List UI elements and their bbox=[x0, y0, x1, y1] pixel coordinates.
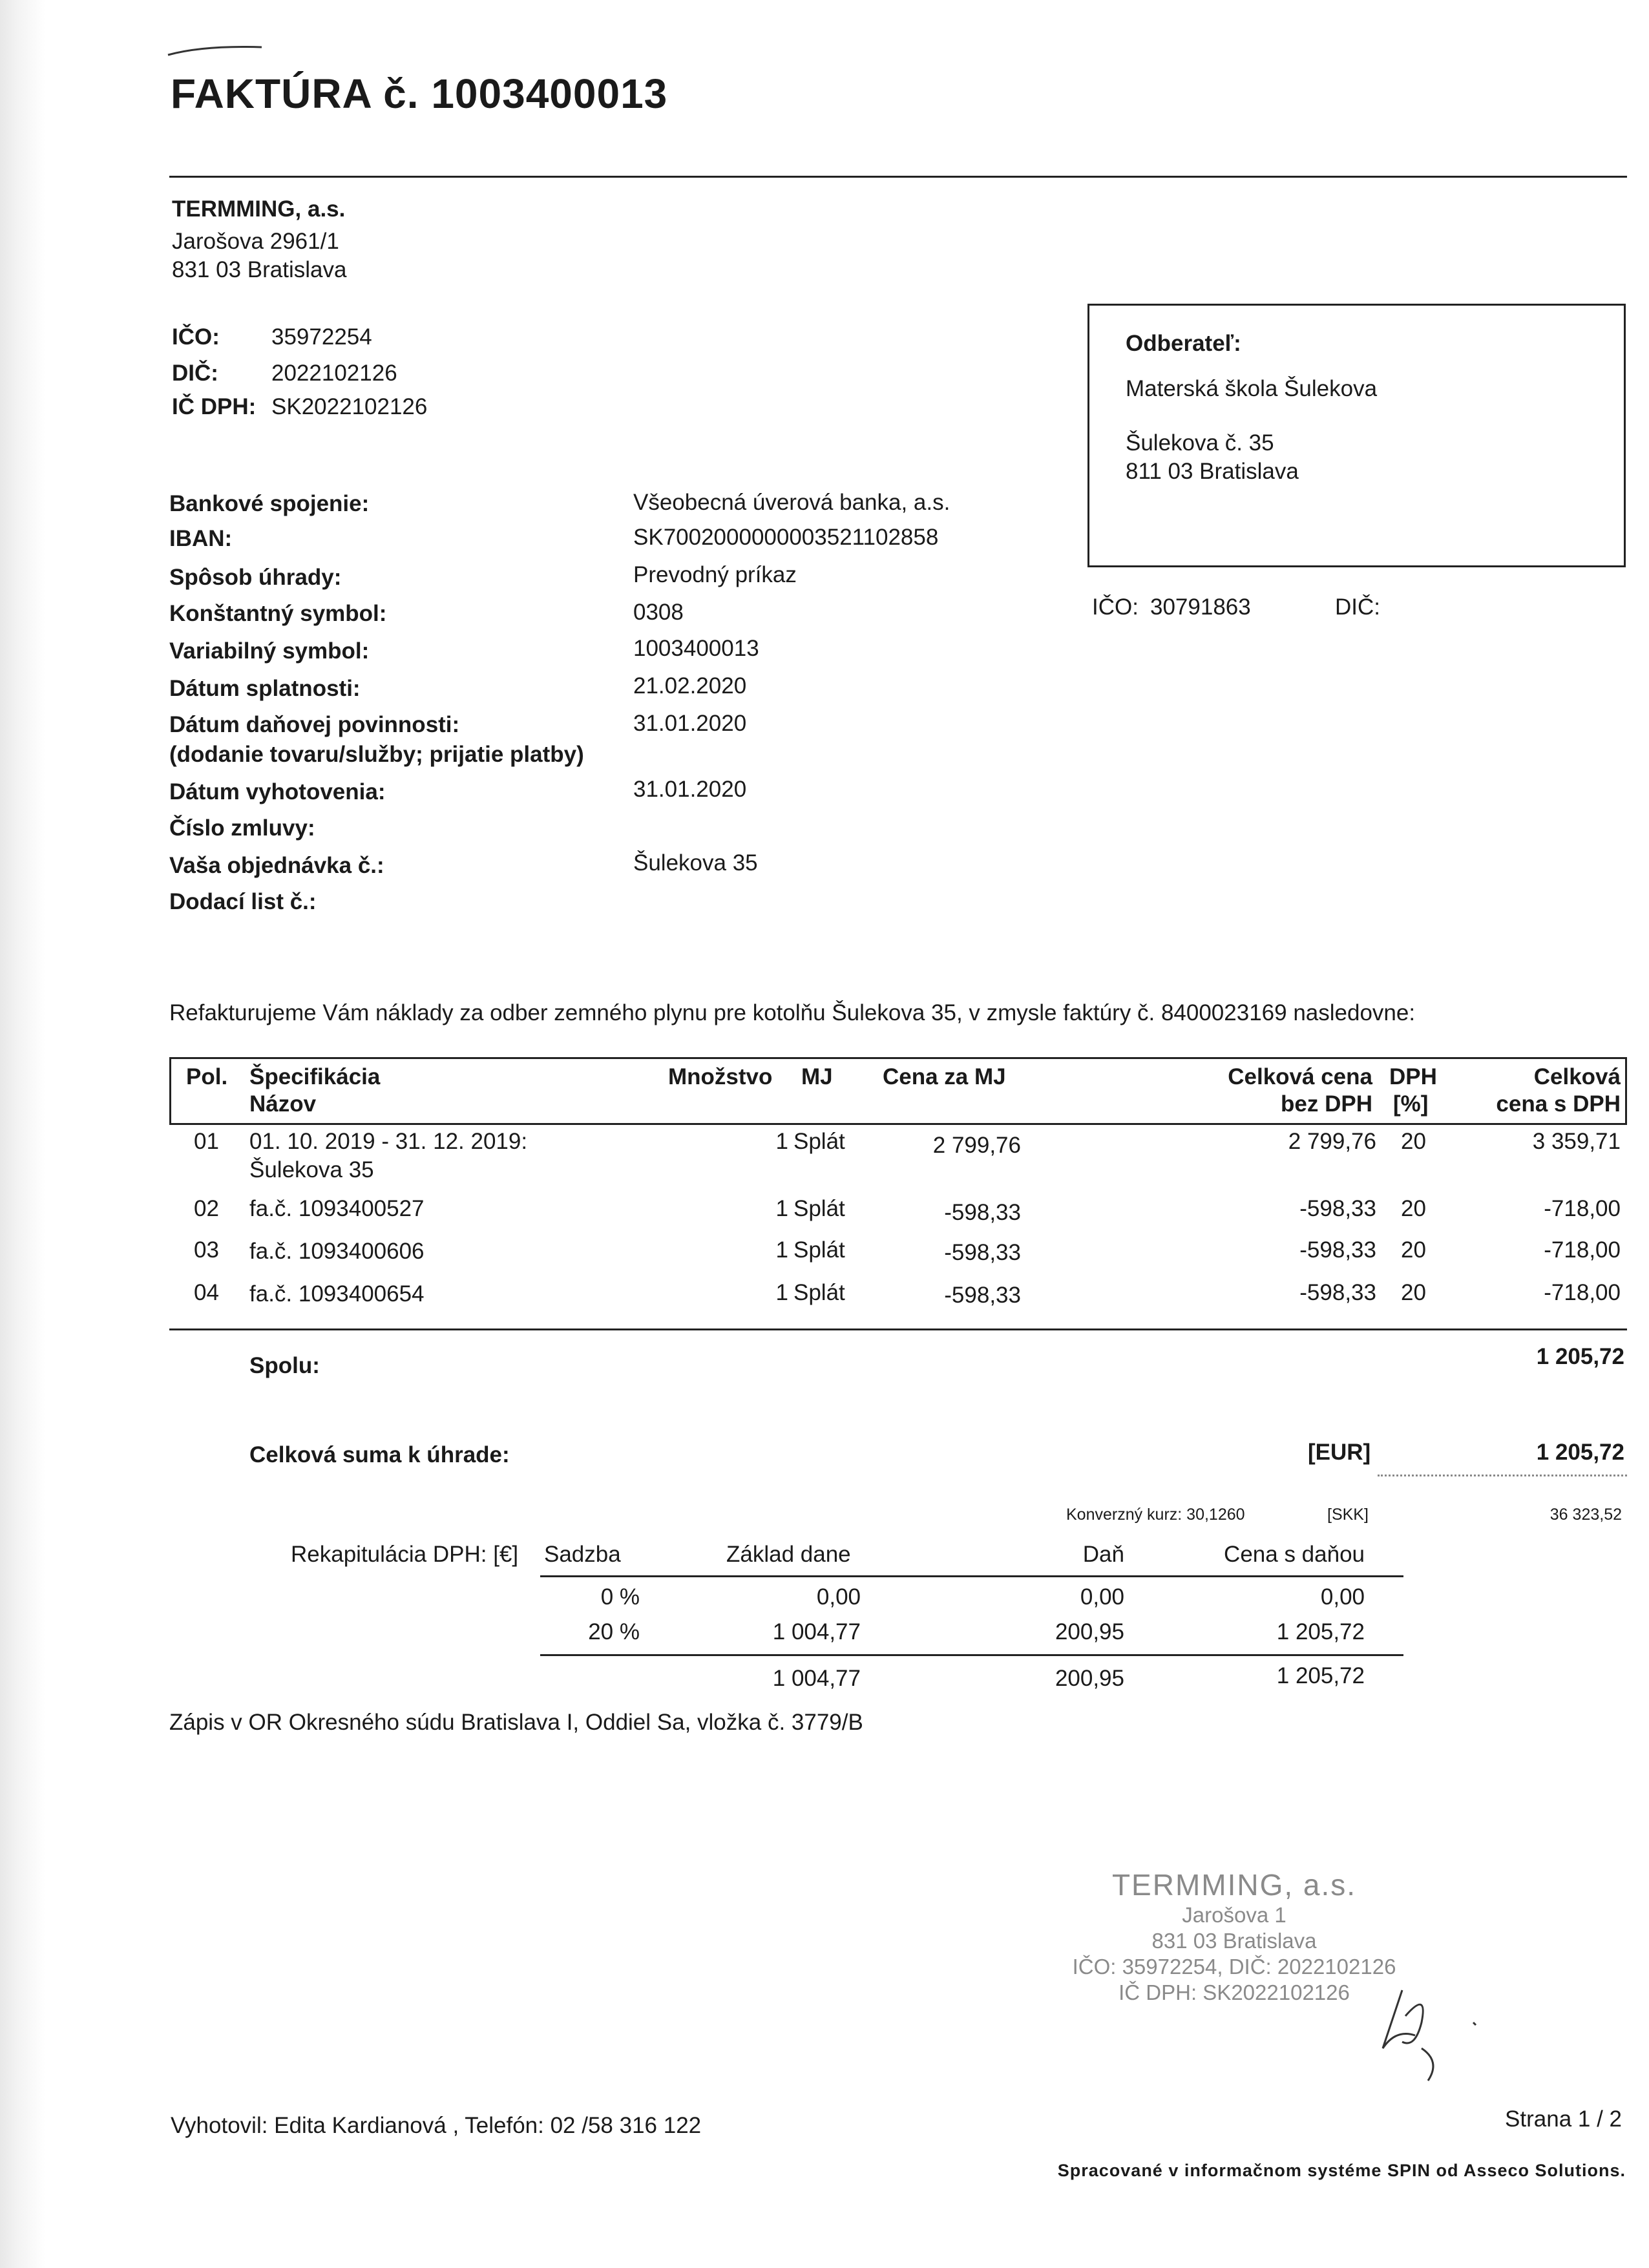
customer-name: Materská škola Šulekova bbox=[1126, 376, 1378, 401]
spolu-value: 1 205,72 bbox=[1536, 1344, 1624, 1369]
stamp-line: Jarošova 1 bbox=[1182, 1903, 1287, 1927]
payment-value: 1003400013 bbox=[633, 636, 759, 661]
row-vat: 20 bbox=[1401, 1280, 1426, 1305]
row-qty: 1 bbox=[775, 1237, 788, 1263]
system-footer: Spracované v informačnom systéme SPIN od Asseco Solutions. bbox=[1057, 2161, 1626, 2180]
supplier-street: Jarošova 2961/1 bbox=[172, 229, 339, 254]
row-price: -598,33 bbox=[944, 1283, 1021, 1308]
col-header-spec: Špecifikácia bbox=[249, 1064, 381, 1089]
signature bbox=[1376, 1977, 1493, 2087]
row-pol: 03 bbox=[194, 1237, 219, 1263]
supplier-icdph: SK2022102126 bbox=[271, 394, 428, 419]
row-mj: Splát bbox=[793, 1237, 845, 1263]
vat-total-rule bbox=[540, 1654, 1403, 1656]
supplier-icdph-label: IČ DPH: bbox=[172, 394, 257, 419]
row-total-inc: -718,00 bbox=[1544, 1280, 1621, 1305]
row-mj: Splát bbox=[793, 1196, 845, 1221]
col-header-dph: DPH bbox=[1389, 1064, 1437, 1089]
vat-total-cena: 1 205,72 bbox=[1276, 1663, 1365, 1688]
table-left-border bbox=[169, 1057, 171, 1124]
customer-street: Šulekova č. 35 bbox=[1126, 430, 1274, 456]
payment-value: 0308 bbox=[633, 600, 684, 625]
col-header-cena-mj: Cena za MJ bbox=[883, 1064, 1006, 1089]
row-total-inc: 3 359,71 bbox=[1532, 1129, 1621, 1154]
vat-row-dan: 0,00 bbox=[1080, 1584, 1124, 1610]
vat-row-zaklad: 0,00 bbox=[816, 1584, 861, 1610]
vat-col-dan: Daň bbox=[1082, 1542, 1124, 1567]
intro-text: Refakturujeme Vám náklady za odber zemného plynu pre kotolňu Šulekova 35, v zmysle faktúry č. 8400023169 nasledovne: bbox=[169, 1000, 1416, 1025]
col-header-mnozstvo: Množstvo bbox=[668, 1064, 773, 1089]
vat-col-sadzba: Sadzba bbox=[544, 1542, 621, 1567]
skk-value: 36 323,52 bbox=[1549, 1506, 1622, 1524]
payment-value: Šulekova 35 bbox=[633, 850, 758, 876]
row-mj: Splát bbox=[793, 1280, 845, 1305]
row-total-inc: -718,00 bbox=[1544, 1237, 1621, 1263]
table-top-rule bbox=[169, 1057, 1627, 1059]
vat-recap-label: Rekapitulácia DPH: [€] bbox=[291, 1542, 519, 1567]
col-header-pol: Pol. bbox=[186, 1064, 228, 1089]
col-header-celkova-bez-2: bez DPH bbox=[1281, 1091, 1372, 1117]
row-mj: Splát bbox=[793, 1129, 845, 1154]
supplier-city: 831 03 Bratislava bbox=[172, 257, 347, 282]
row-pol: 01 bbox=[194, 1129, 219, 1154]
issued-by: Vyhotovil: Edita Kardianová , Telefón: 02 /58 316 122 bbox=[171, 2113, 702, 2138]
row-vat: 20 bbox=[1401, 1237, 1426, 1263]
scan-edge-shadow bbox=[0, 0, 45, 2268]
table-header-rule bbox=[169, 1123, 1627, 1125]
vat-row-dan: 200,95 bbox=[1055, 1619, 1124, 1644]
col-header-celkova-bez: Celková cena bbox=[1228, 1064, 1372, 1089]
supplier-ico-label: IČO: bbox=[172, 324, 220, 350]
payment-value: Všeobecná úverová banka, a.s. bbox=[633, 490, 951, 515]
customer-heading: Odberateľ: bbox=[1126, 331, 1241, 356]
row-price: 2 799,76 bbox=[932, 1133, 1021, 1158]
row-total-ex: -598,33 bbox=[1299, 1196, 1376, 1221]
col-header-celkova-s: Celková bbox=[1533, 1064, 1621, 1089]
invoice-title: FAKTÚRA č. 1003400013 bbox=[171, 70, 668, 117]
row-vat: 20 bbox=[1401, 1196, 1426, 1221]
stamp-line: IČO: 35972254, DIČ: 2022102126 bbox=[1072, 1955, 1396, 1979]
row-total-ex: -598,33 bbox=[1299, 1237, 1376, 1263]
spolu-label: Spolu: bbox=[249, 1353, 320, 1378]
col-header-mj: MJ bbox=[801, 1064, 833, 1089]
customer-ico: 30791863 bbox=[1150, 594, 1251, 620]
row-price: -598,33 bbox=[944, 1240, 1021, 1265]
table-bottom-rule bbox=[169, 1328, 1627, 1330]
supplier-dic-label: DIČ: bbox=[172, 361, 218, 386]
row-spec-2: Šulekova 35 bbox=[249, 1157, 374, 1182]
row-qty: 1 bbox=[775, 1129, 788, 1154]
supplier-ico: 35972254 bbox=[271, 324, 372, 350]
col-header-nazov: Názov bbox=[249, 1091, 317, 1117]
total-due-value: 1 205,72 bbox=[1536, 1440, 1624, 1465]
vat-total-zaklad: 1 004,77 bbox=[772, 1666, 861, 1691]
payment-label: Číslo zmluvy: bbox=[169, 815, 315, 841]
row-spec: 01. 10. 2019 - 31. 12. 2019: bbox=[249, 1129, 528, 1154]
row-pol: 02 bbox=[194, 1196, 219, 1221]
pen-mark bbox=[165, 36, 268, 61]
vat-col-cena: Cena s daňou bbox=[1224, 1542, 1365, 1567]
row-price: -598,33 bbox=[944, 1200, 1021, 1225]
payment-label: Variabilný symbol: bbox=[169, 638, 370, 664]
row-spec: fa.č. 1093400527 bbox=[249, 1196, 425, 1221]
payment-value: 31.01.2020 bbox=[633, 711, 747, 736]
customer-ico-label: IČO: bbox=[1092, 594, 1139, 620]
payment-label: Spôsob úhrady: bbox=[169, 565, 342, 590]
vat-row-zaklad: 1 004,77 bbox=[772, 1619, 861, 1644]
payment-value: 31.01.2020 bbox=[633, 777, 747, 802]
payment-label: Dátum splatnosti: bbox=[169, 676, 361, 701]
dotted-separator bbox=[1378, 1475, 1627, 1476]
payment-label: (dodanie tovaru/služby; prijatie platby) bbox=[169, 742, 584, 767]
row-total-inc: -718,00 bbox=[1544, 1196, 1621, 1221]
row-qty: 1 bbox=[775, 1280, 788, 1305]
payment-label: Dodací list č.: bbox=[169, 889, 317, 914]
stamp-line: TERMMING, a.s. bbox=[1111, 1868, 1357, 1902]
registry-note: Zápis v OR Okresného súdu Bratislava I, Oddiel Sa, vložka č. 3779/B bbox=[169, 1710, 863, 1735]
row-qty: 1 bbox=[775, 1196, 788, 1221]
row-vat: 20 bbox=[1401, 1129, 1426, 1154]
payment-value: Prevodný príkaz bbox=[633, 562, 797, 587]
page-number: Strana 1 / 2 bbox=[1505, 2106, 1622, 2132]
vat-row-cena: 0,00 bbox=[1320, 1584, 1365, 1610]
vat-row-cena: 1 205,72 bbox=[1276, 1619, 1365, 1644]
table-right-border bbox=[1625, 1057, 1627, 1124]
vat-row-sadzba: 20 % bbox=[588, 1619, 640, 1644]
payment-label: IBAN: bbox=[169, 526, 233, 551]
stamp-line: 831 03 Bratislava bbox=[1151, 1929, 1317, 1953]
payment-label: Dátum daňovej povinnosti: bbox=[169, 712, 460, 737]
header-rule bbox=[169, 176, 1627, 178]
col-header-celkova-s-2: cena s DPH bbox=[1496, 1091, 1621, 1117]
vat-total-dan: 200,95 bbox=[1055, 1666, 1124, 1691]
total-currency: [EUR] bbox=[1308, 1440, 1371, 1465]
payment-label: Bankové spojenie: bbox=[169, 491, 370, 516]
payment-label: Konštantný symbol: bbox=[169, 601, 387, 626]
conversion-rate: Konverzný kurz: 30,1260 bbox=[1066, 1506, 1245, 1524]
customer-city: 811 03 Bratislava bbox=[1126, 459, 1299, 484]
vat-header-rule bbox=[540, 1575, 1403, 1577]
row-total-ex: 2 799,76 bbox=[1288, 1129, 1376, 1154]
supplier-name: TERMMING, a.s. bbox=[172, 196, 346, 222]
row-spec: fa.č. 1093400654 bbox=[249, 1281, 425, 1307]
vat-row-sadzba: 0 % bbox=[600, 1584, 640, 1610]
payment-value: SK7002000000003521102858 bbox=[633, 525, 939, 550]
payment-value: 21.02.2020 bbox=[633, 673, 747, 698]
payment-label: Vaša objednávka č.: bbox=[169, 853, 384, 878]
customer-dic-label: DIČ: bbox=[1335, 594, 1380, 620]
skk-label: [SKK] bbox=[1327, 1506, 1369, 1524]
stamp-line: IČ DPH: SK2022102126 bbox=[1119, 1980, 1350, 2004]
vat-col-zaklad: Základ dane bbox=[726, 1542, 851, 1567]
total-due-label: Celková suma k úhrade: bbox=[249, 1442, 510, 1467]
payment-label: Dátum vyhotovenia: bbox=[169, 779, 386, 804]
supplier-dic: 2022102126 bbox=[271, 361, 397, 386]
row-total-ex: -598,33 bbox=[1299, 1280, 1376, 1305]
col-header-dph-2: [%] bbox=[1393, 1091, 1429, 1117]
row-spec: fa.č. 1093400606 bbox=[249, 1239, 425, 1264]
row-pol: 04 bbox=[194, 1280, 219, 1305]
